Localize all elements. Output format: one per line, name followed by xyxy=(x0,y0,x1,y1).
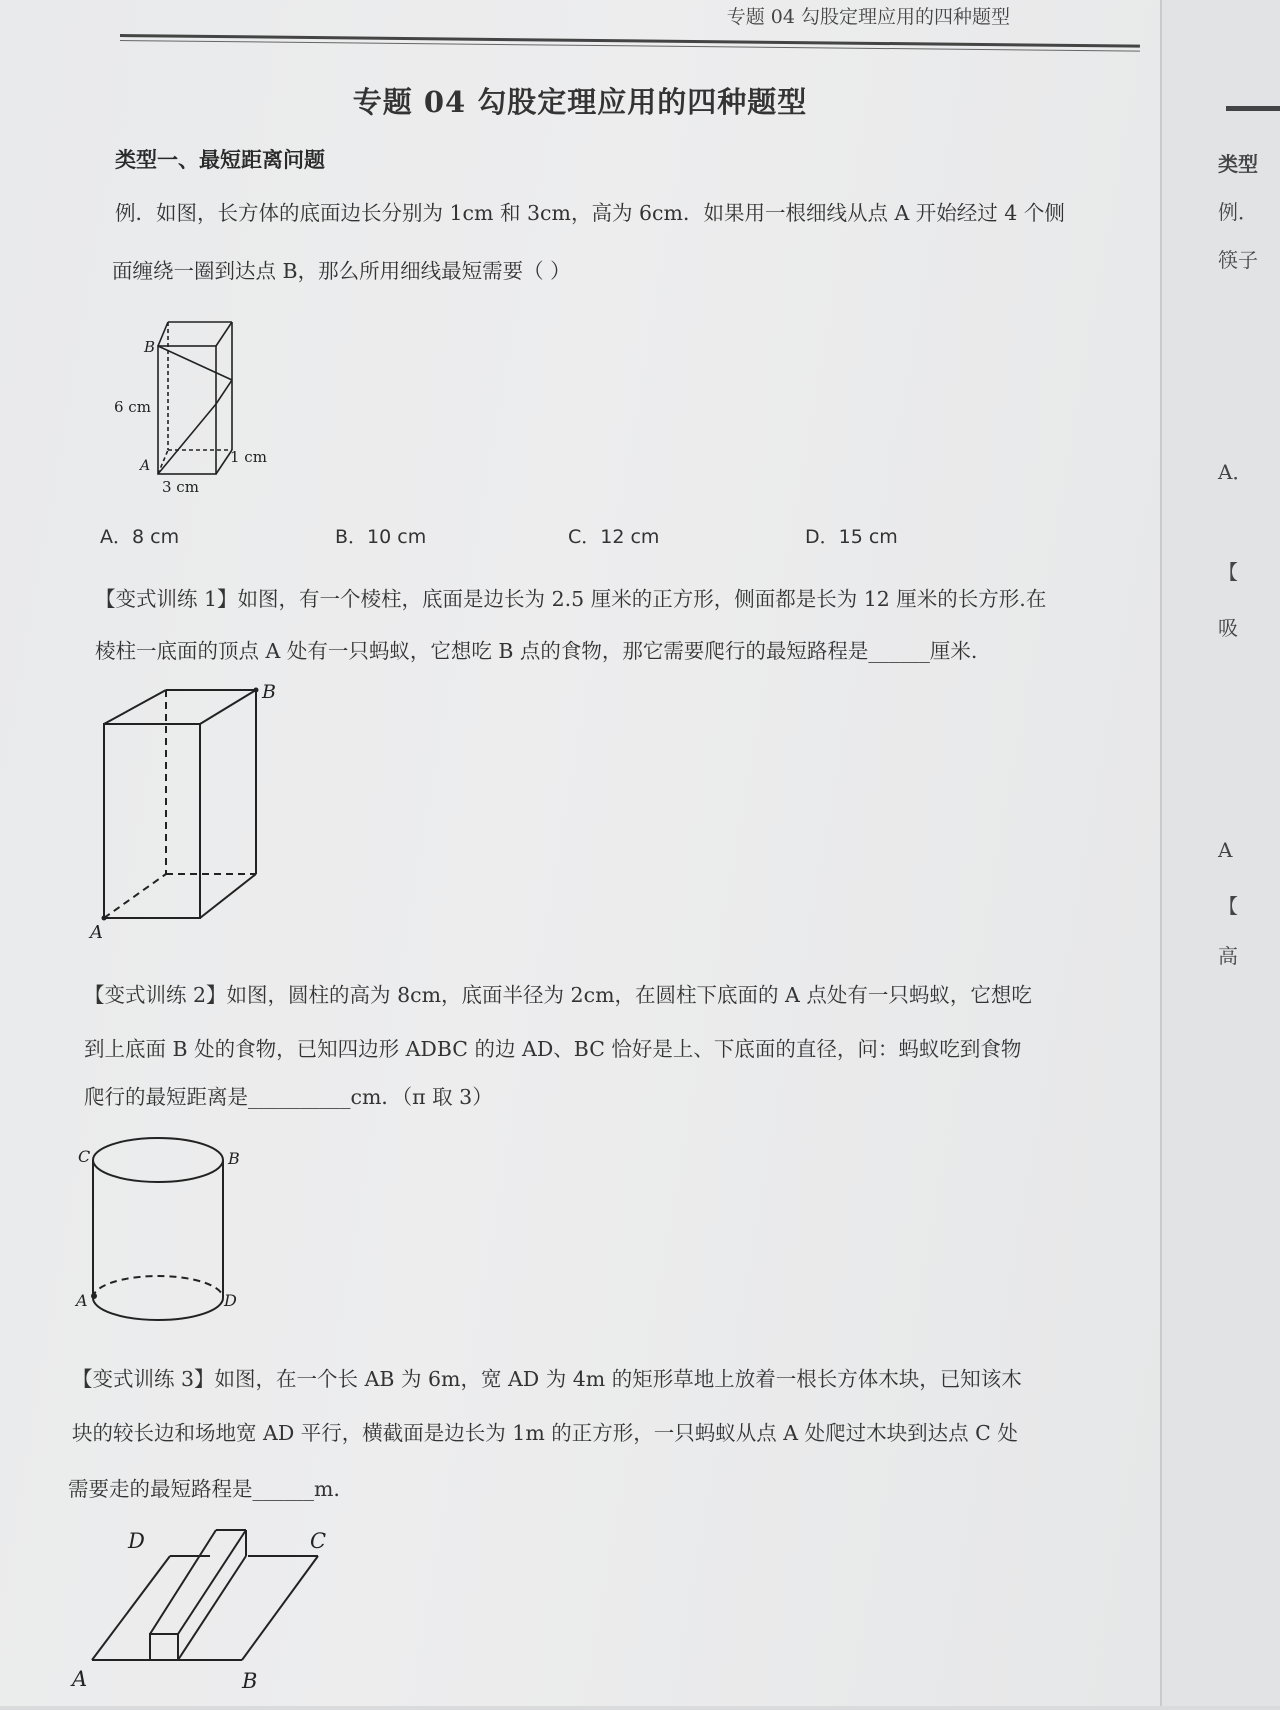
label-A: A xyxy=(76,1291,88,1310)
cuboid-figure xyxy=(110,312,290,496)
variant2-line-2: 到上底面 B 处的食物，已知四边形 ADBC 的边 AD、BC 恰好是上、下底面的直径，问：蚂蚁吃到食物 xyxy=(84,1037,1022,1061)
running-header: 专题 04 勾股定理应用的四种题型 xyxy=(726,6,1010,28)
next-page-text: 吸 xyxy=(1218,616,1238,640)
variant2-line-1: 【变式训练 2】如图，圆柱的高为 8cm，底面半径为 2cm，在圆柱下底面的 A 点处有一只蚂蚁，它想吃 xyxy=(84,983,1032,1007)
prism-figure xyxy=(90,676,290,950)
label-C: C xyxy=(310,1529,327,1553)
section-heading: 类型一、最短距离问题 xyxy=(115,147,325,172)
example-line-2: 面缠绕一圈到达点 B，那么所用细线最短需要（ ） xyxy=(112,259,571,283)
label-B: B xyxy=(144,338,156,356)
next-page-text: 高 xyxy=(1218,944,1238,968)
variant1-line-1: 【变式训练 1】如图，有一个棱柱，底面是边长为 2.5 厘米的正方形，侧面都是长为 12 厘米的长方形.在 xyxy=(95,587,1047,611)
next-page-text: A． xyxy=(1218,460,1253,484)
option-d: D．15 cm xyxy=(805,526,898,548)
next-page-text: 【 xyxy=(1218,894,1238,918)
next-page-text: 筷子 xyxy=(1218,248,1258,272)
option-c: C．12 cm xyxy=(568,526,660,548)
cylinder-figure xyxy=(76,1130,252,1324)
option-a: A．8 cm xyxy=(100,526,180,548)
label-B: B xyxy=(262,681,276,703)
next-page-text: A xyxy=(1218,838,1233,862)
variant3-line-3: 需要走的最短路程是______m． xyxy=(68,1477,354,1501)
variant2-line-3: 爬行的最短距离是__________cm．（π 取 3） xyxy=(84,1085,493,1109)
label-height: 6 cm xyxy=(114,398,151,416)
next-page-text: 【 xyxy=(1218,560,1238,584)
label-A: A xyxy=(90,922,103,943)
example-line-1: 例．如图，长方体的底面边长分别为 1cm 和 3cm，高为 6cm．如果用一根细线从点 A 开始经过 4 个侧 xyxy=(115,201,1065,225)
label-B: B xyxy=(242,1669,258,1693)
field-block-figure xyxy=(70,1524,350,1710)
next-page-text: 例． xyxy=(1218,200,1258,224)
label-A: A xyxy=(140,458,151,474)
label-D: D xyxy=(128,1529,145,1553)
page-title: 专题 04 勾股定理应用的四种题型 xyxy=(352,85,808,119)
variant1-line-2: 棱柱一底面的顶点 A 处有一只蚂蚁，它想吃 B 点的食物，那它需要爬行的最短路程是______厘米. xyxy=(95,639,978,663)
label-B: B xyxy=(228,1149,240,1168)
label-C: C xyxy=(78,1147,91,1166)
label-D: D xyxy=(224,1291,237,1310)
option-b: B．10 cm xyxy=(335,526,427,548)
next-page-edge xyxy=(1160,0,1280,1706)
label-A: A xyxy=(72,1667,88,1691)
variant3-line-1: 【变式训练 3】如图，在一个长 AB 为 6m，宽 AD 为 4m 的矩形草地上放着一根长方体木块，已知该木 xyxy=(72,1367,1022,1391)
label-depth: 1 cm xyxy=(230,448,267,466)
next-page-rule xyxy=(1226,106,1280,111)
label-width: 3 cm xyxy=(162,478,199,496)
variant3-line-2: 块的较长边和场地宽 AD 平行，横截面是边长为 1m 的正方形，一只蚂蚁从点 A 处爬过木块到达点 C 处 xyxy=(72,1421,1018,1445)
next-page-text: 类型 xyxy=(1218,152,1258,176)
